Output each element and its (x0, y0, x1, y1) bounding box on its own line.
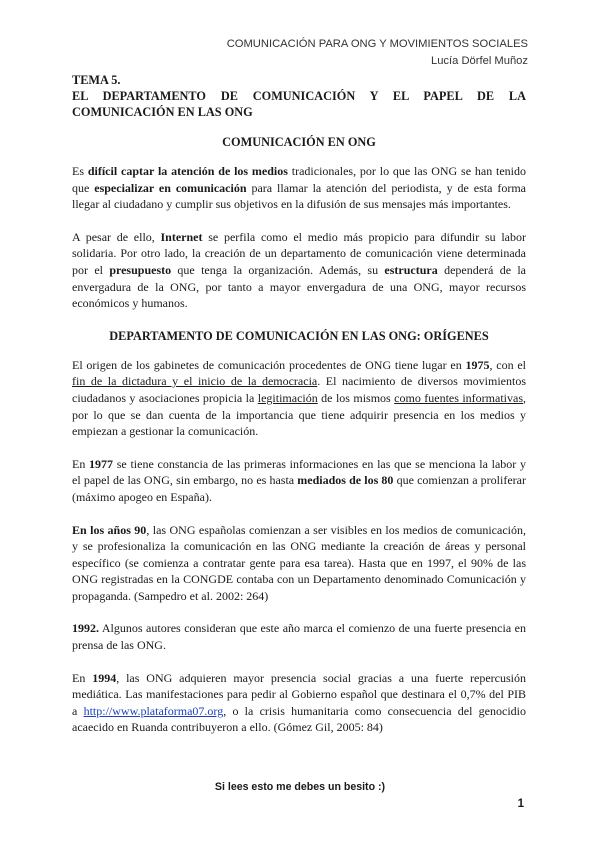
paragraph (72, 456, 526, 506)
bold-text: 1994 (92, 670, 117, 685)
plataforma07-link[interactable]: http://www.plataforma07.org (83, 703, 224, 718)
text-run: El origen de los gabinetes de comunicación procedentes de ONG tiene lugar en (72, 357, 466, 372)
footer-note: Si lees esto me debes un besito :) (214, 781, 386, 793)
paragraph (72, 522, 526, 605)
chapter-label: TEMA 5. (72, 73, 121, 87)
bold-text: 1977 (89, 456, 114, 471)
text-run: Algunos autores consideran que este año marca el comienzo de una fuerte presencia en prensa de las ONG. (72, 621, 526, 653)
text-run: que comienzan a proliferar (máximo apogeo en España). (72, 473, 526, 504)
document-body (72, 72, 526, 752)
paragraph (72, 229, 526, 312)
underlined-text: legitimación (257, 390, 318, 405)
section-title-comunicacion: COMUNICACIÓN EN ONG (222, 135, 376, 149)
bold-text: En los años 90 (72, 522, 147, 537)
text-run: . El nacimiento de diversos movimientos ciudadanos y asociaciones propicia la (72, 374, 527, 405)
bold-text: mediados de los 80 (297, 473, 394, 488)
paragraph (72, 357, 526, 440)
text-run: En (72, 456, 90, 471)
text-run: , las ONG españolas comienzan a ser visibles en los medios de comunicación, y se profesionaliza la comunicación en las ONG mediante la creación de áreas y personal específico (se comienza a contratar gente para esa tarea). Hasta que en 1997, el 90% de las ONG registradas en la CONGDE contaba con un Departamento denominado Comunicación y propaganda. (Sampedro et al. 2002: 264) (72, 522, 526, 603)
underlined-text: fin de la dictadura y el inicio de la democracia (72, 374, 318, 389)
bold-text: especializar en comunicación (94, 180, 247, 195)
bold-text: Internet (160, 229, 203, 244)
text-run: se tiene constancia de las primeras informaciones en las que se menciona la labor y el papel de las ONG, sin embargo, no es hasta (72, 456, 526, 488)
text-run: , por lo que se dan cuenta de la importancia que tiene adquirir presencia en los medios y empiezan a gestionar la comunicación. (72, 390, 526, 439)
bold-text: estructura (384, 262, 438, 277)
bold-text: presupuesto (109, 262, 172, 277)
text-run: En (72, 670, 93, 685)
paragraph (72, 620, 526, 653)
text-run: , las ONG adquieren mayor presencia social gracias a una fuerte repercusión mediática. Las manifestaciones para pedir al Gobierno español que destinara el 0,7% del PIB a (72, 670, 527, 718)
paragraph (72, 163, 526, 213)
text-run: se perfila como el medio más propicio para difundir su labor solidaria. Por otro lado, la creación de un departamento de comunicación viene determinada por el (72, 229, 526, 277)
text-run: para llamar la atención del periodista, y de esta forma llegar al ciudadano y cumplir sus objetivos en la difusión de sus mensajes más importantes. (72, 180, 526, 212)
section-title-origenes: DEPARTAMENTO DE COMUNICACIÓN EN LAS ONG: ORÍGENES (109, 328, 489, 343)
text-run: Es (72, 164, 88, 178)
text-run: que tenga la organización. Además, su (171, 262, 385, 277)
page-header (227, 36, 528, 70)
text-run: dependerá de la envergadura de la ONG, por tanto a mayor envergadura de una ONG, mayor recursos económicos y humanos. (72, 262, 527, 311)
chapter-title: EL DEPARTAMENTO DE COMUNICACIÓN Y EL PAPEL DE LA COMUNICACIÓN EN LAS ONG (72, 89, 526, 119)
text-run: tradicionales, por lo que las ONG se han tenido que (72, 164, 527, 195)
text-run: de los mismos (317, 390, 395, 405)
header-course-title: COMUNICACIÓN PARA ONG Y MOVIMIENTOS SOCIALES (226, 38, 528, 50)
bold-text: difícil captar la atención de los medios (87, 164, 288, 178)
bold-text: 1975 (465, 357, 490, 372)
paragraph (72, 670, 526, 736)
page-number: 1 (517, 798, 524, 810)
underlined-text: como fuentes informativas (394, 390, 523, 405)
text-run: , o la crisis humanitaria como consecuencia del genocidio acaecido en Ruanda contribuyeron a ello. (Gómez Gil, 2005: 84) (72, 703, 526, 735)
text-run: , con el (489, 357, 527, 372)
bold-text: 1992. (72, 621, 99, 636)
text-run: A pesar de ello, (72, 229, 161, 244)
header-author: Lucía Dörfel Muñoz (430, 55, 528, 67)
